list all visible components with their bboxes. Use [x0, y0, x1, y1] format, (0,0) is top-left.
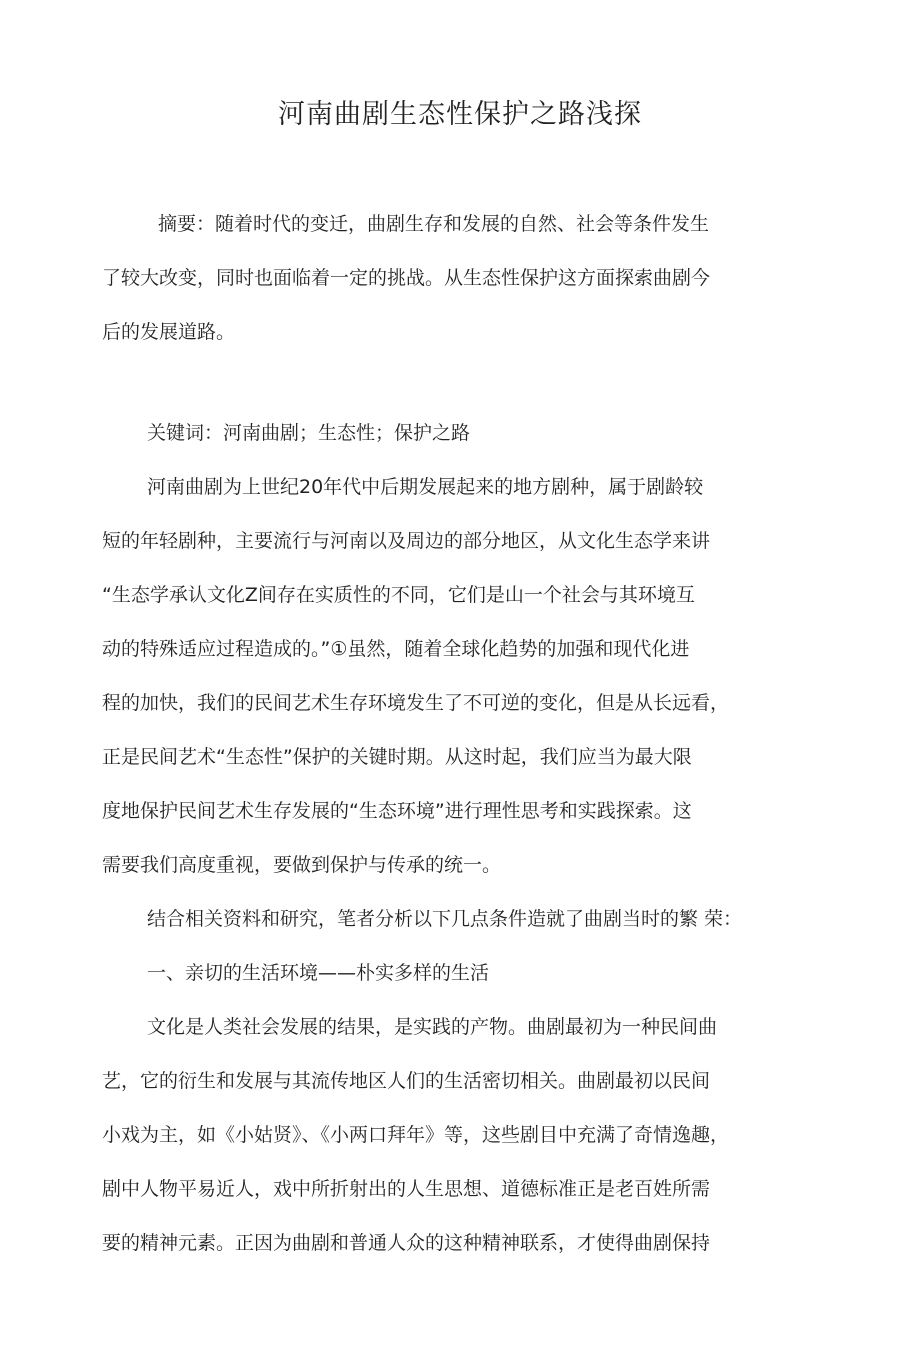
abstract-line-2: 了较大改变，同时也面临着一定的挑战。从生态性保护这方面探索曲剧今 [102, 267, 711, 289]
paragraph-3-line-2: 艺，它的衍生和发展与其流传地区人们的生活密切相关。曲剧最初以民间 [102, 1070, 711, 1092]
section-heading-1: 一、亲切的生活环境——朴实多样的生活 [147, 962, 490, 984]
paragraph-3-line-5: 要的精神元素。正因为曲剧和普通人众的这种精神联系，才使得曲剧保持 [102, 1232, 711, 1254]
paragraph-1-line-6: 正是民间艺术“生态性”保护的关键时期。从这时起，我们应当为最大限 [102, 746, 692, 768]
paragraph-3-line-4: 剧中人物平易近人，戏中所折射出的人生思想、道德标准正是老百姓所需 [102, 1178, 711, 1200]
paragraph-1-line-7: 度地保护民间艺术生存发展的“生态环境”进行理性思考和实践探索。这 [102, 800, 692, 822]
paragraph-1-line-1: 河南曲剧为上世纪20年代中后期发展起来的地方剧种，属于剧龄较 [147, 476, 704, 498]
paragraph-1-line-5: 程的加快，我们的民间艺术生存环境发生了不可逆的变化，但是从长远看， [102, 692, 730, 714]
abstract-line-3: 后的发展道路。 [102, 321, 236, 343]
paragraph-2-line-1: 结合相关资料和研究，笔者分析以下几点条件造就了曲剧当时的繁 荣： [147, 908, 743, 930]
paragraph-3-line-3: 小戏为主，如《小姑贤》、《小两口拜年》等，这些剧目中充满了奇情逸趣， [102, 1124, 730, 1146]
paragraph-3-line-1: 文化是人类社会发展的结果，是实践的产物。曲剧最初为一种民间曲 [147, 1016, 718, 1038]
document-title: 河南曲剧生态性保护之路浅探 [278, 99, 642, 130]
paragraph-1-line-4: 动的特殊适应过程造成的。”①虽然，随着全球化趋势的加强和现代化进 [102, 638, 690, 660]
paragraph-1-line-2: 短的年轻剧种，主要流行与河南以及周边的部分地区，从文化生态学来讲 [102, 530, 711, 552]
paragraph-1-line-8: 需要我们高度重视，要做到保护与传承的统一。 [102, 854, 502, 876]
paragraph-1-line-3: “生态学承认文化Z间存在实质性的不同，它们是山一个社会与其环境互 [102, 584, 695, 606]
abstract-line-1: 摘要：随着时代的变迁，曲剧生存和发展的自然、社会等条件发生 [158, 213, 710, 235]
keywords-line: 关键词：河南曲剧；生态性；保护之路 [147, 422, 471, 444]
